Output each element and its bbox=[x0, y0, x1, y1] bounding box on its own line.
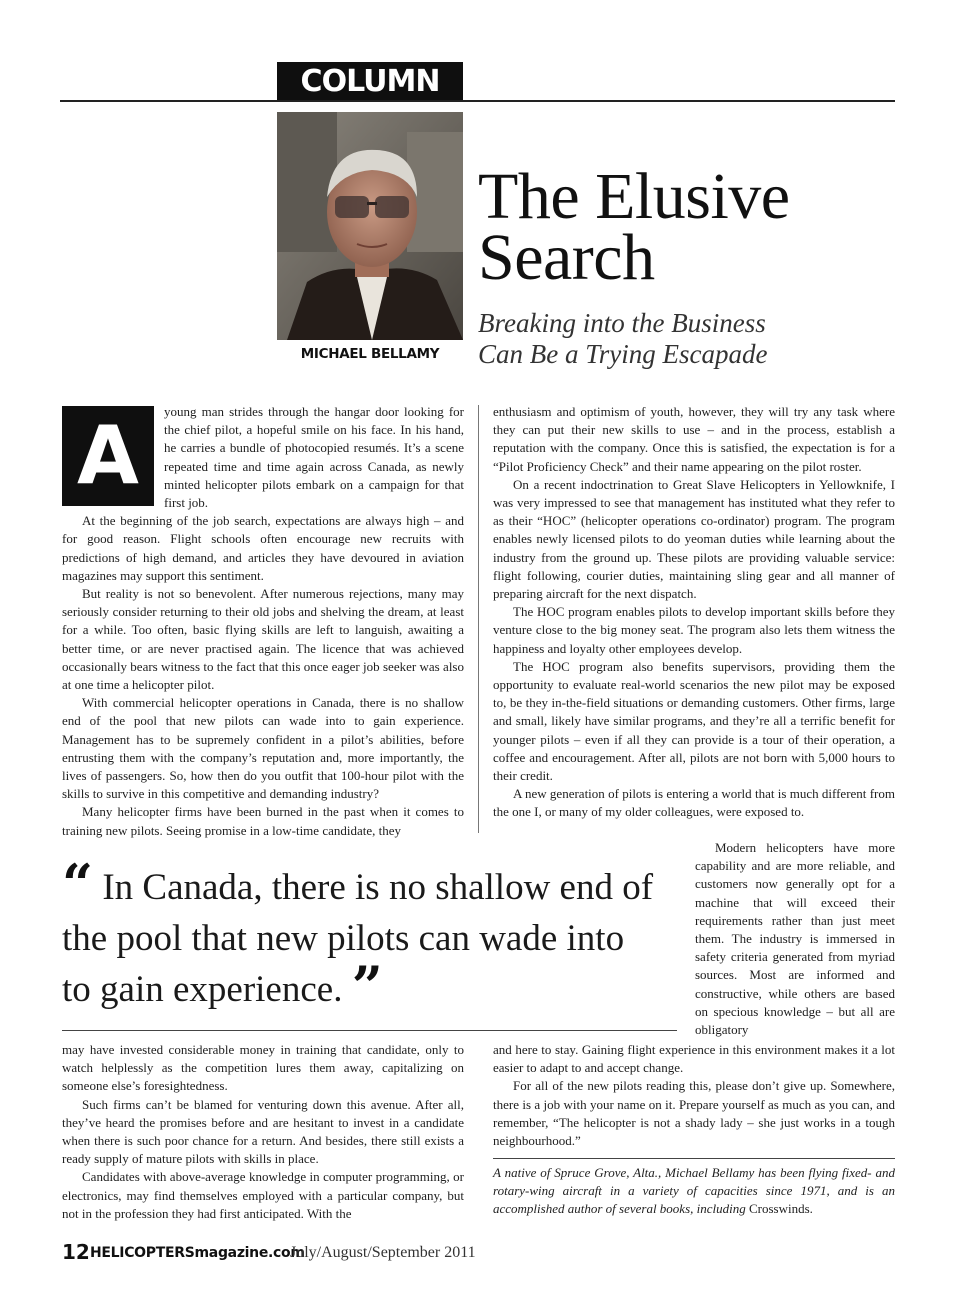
headline-line-2: Search bbox=[478, 221, 655, 294]
column-divider bbox=[478, 405, 479, 833]
bio-book-title: Crosswinds. bbox=[749, 1201, 813, 1216]
author-portrait-image bbox=[277, 112, 463, 340]
body-paragraph: A new generation of pilots is entering a world that is much different from the one I, or many of my older colleagues, were exposed to. bbox=[493, 786, 895, 820]
body-paragraph: The HOC program enables pilots to develop important skills before they venture close to the big money seat. The program also lets them witness the happiness and loyalty other employees develop. bbox=[493, 604, 895, 656]
body-paragraph: Many helicopter firms have been burned in the past when it comes to training new pilots. Seeing promise in a low-time candidate, they bbox=[62, 804, 464, 838]
headline bbox=[478, 160, 898, 294]
body-paragraph: Such firms can’t be blamed for venturing down this avenue. After all, they’ve heard the promises before and are hesitant to invest in a candidate when there is such poor chance for a return. And besides, there still exists a ready supply of mature pilots with skills in place. bbox=[62, 1096, 464, 1167]
body-paragraph: At the beginning of the job search, expectations are always high – and for good reason. Flight schools often encourage new recruits with predictions of high demand, and articles they have devoured in aviation magazines may support this sentiment. bbox=[62, 513, 464, 583]
header-rule bbox=[60, 100, 895, 102]
open-quote-mark: “ bbox=[62, 852, 94, 916]
body-paragraph: may have invested considerable money in training that candidate, only to watch helplessly as the competition lures them away, capitalizing on someone else’s foresightedness. bbox=[62, 1042, 464, 1094]
body-paragraph: With commercial helicopter operations in Canada, there is no shallow end of the pool that new pilots can wade into to gain experience. Management has to be supremely confident in a pilot’s abilities, before entrusting them with the company’s reputation and, more importantly, the lives of passengers. So, how then do you outfit that 100-hour pilot with the skills to survive in this competitive and demanding industry? bbox=[62, 695, 464, 802]
pull-quote-text: In Canada, there is no shallow end of the pool that new pilots can wade into to gain experience. bbox=[62, 867, 654, 1010]
body-paragraph: and here to stay. Gaining flight experience in this environment makes it a lot easier to adapt to and accept change. bbox=[493, 1042, 895, 1076]
paragraph-text: young man strides through the hangar door looking for the chief pilot, a hopeful smile on his face. In his hand, he carries a bundle of photocopied resumés. It’s a scene repeated time and time again across Canada, as newly minted helicopter pilots embark on a campaign for that first job. bbox=[164, 404, 464, 511]
body-column-left-top bbox=[62, 403, 464, 840]
pull-quote-rule bbox=[62, 1030, 677, 1031]
headline-line-1: The Elusive bbox=[478, 160, 790, 233]
close-quote-mark: ” bbox=[351, 954, 383, 1018]
body-paragraph: Candidates with above-average knowledge in computer programming, or electronics, may find themselves employed with a particular company, but not in the profession they had first anticipated. With the bbox=[62, 1169, 464, 1221]
body-paragraph: enthusiasm and optimism of youth, however, they will try any task where they can put their new skills to use – and in the process, establish a reputation with the company. Once this is satisfied, the expectation is for a “Pilot Proficiency Check” and their name appearing on the pilot roster. bbox=[493, 404, 895, 474]
body-paragraph: For all of the new pilots reading this, please don’t give up. Somewhere, there is a job with your name on it. Prepare yourself as much as you can, and remember, “The helicopter is not a shady lady – she just works in a tough neighbourhood.” bbox=[493, 1078, 895, 1149]
bio-text: A native of Spruce Grove, Alta., Michael Bellamy has been flying fixed- and rotary-wing aircraft in a variety of capacities since 1971, and is an accomplished author of several books, including bbox=[493, 1165, 895, 1216]
body-column-right-bottom bbox=[493, 1041, 895, 1150]
bio-rule bbox=[493, 1158, 895, 1159]
issue-date: July/August/September 2011 bbox=[290, 1244, 476, 1261]
pull-quote bbox=[62, 852, 662, 1018]
body-column-left-bottom bbox=[62, 1041, 464, 1223]
body-paragraph: On a recent indoctrination to Great Slave Helicopters in Yellowknife, I was very impressed to see that management has instituted what they refer to as their “HOC” (helicopter operations co-ordinator) program. The program enables newly licensed pilots to do yeoman duties while learning about the industry from the ground up. These pilots are providing valuable service: flight following, courier duties, maintaining sling gear and all manner of preparing aircraft for the next dispatch. bbox=[493, 476, 895, 602]
section-label: COLUMN bbox=[277, 62, 463, 102]
subheadline bbox=[478, 308, 898, 370]
drop-cap: A bbox=[62, 406, 154, 506]
subhead-line-2: Can Be a Trying Escapade bbox=[478, 339, 768, 369]
author-photo bbox=[277, 112, 463, 340]
body-column-right-top bbox=[493, 403, 895, 822]
author-byline: MICHAEL BELLAMY bbox=[300, 346, 440, 362]
page-number: 12 bbox=[62, 1240, 90, 1264]
body-paragraph: Modern helicopters have more capability and are more reliable, and customers now generally opt for a machine that will exceed their requirements rather than just meet them. The industry is immersed in safety criteria generated from myriad sources. Most are informed and constructive, while others are based on specious knowledge – but all are obligatory bbox=[695, 840, 895, 1038]
subhead-line-1: Breaking into the Business bbox=[478, 308, 766, 338]
body-paragraph: But reality is not so benevolent. After numerous rejections, many may seriously consider returning to their old jobs and shelving the dream, at least for a while. Too often, basic flying skills are left to languish, awaiting a better time, or are never practised again. The licence that was achieved occasionally bears witness to the fact that this once eager job seeker was also at one time a helicopter pilot. bbox=[62, 586, 464, 693]
author-bio bbox=[493, 1164, 895, 1218]
magazine-url: HELICOPTERSmagazine.com bbox=[90, 1245, 305, 1261]
body-paragraph bbox=[62, 403, 464, 512]
body-paragraph: The HOC program also benefits supervisors, providing them the opportunity to evaluate real-world scenarios the new pilot may be exposed to, be they in-the-field situations or demanding customers. Other firms, large and small, likely have similar programs, and they’re all a terrific benefit for younger pilots – even if all they can provide is a tour of their operation, a coffee and encouragement. After all, pilots are not born with 5,000 hours to their credit. bbox=[493, 658, 895, 784]
body-column-right-narrow bbox=[695, 839, 895, 1039]
